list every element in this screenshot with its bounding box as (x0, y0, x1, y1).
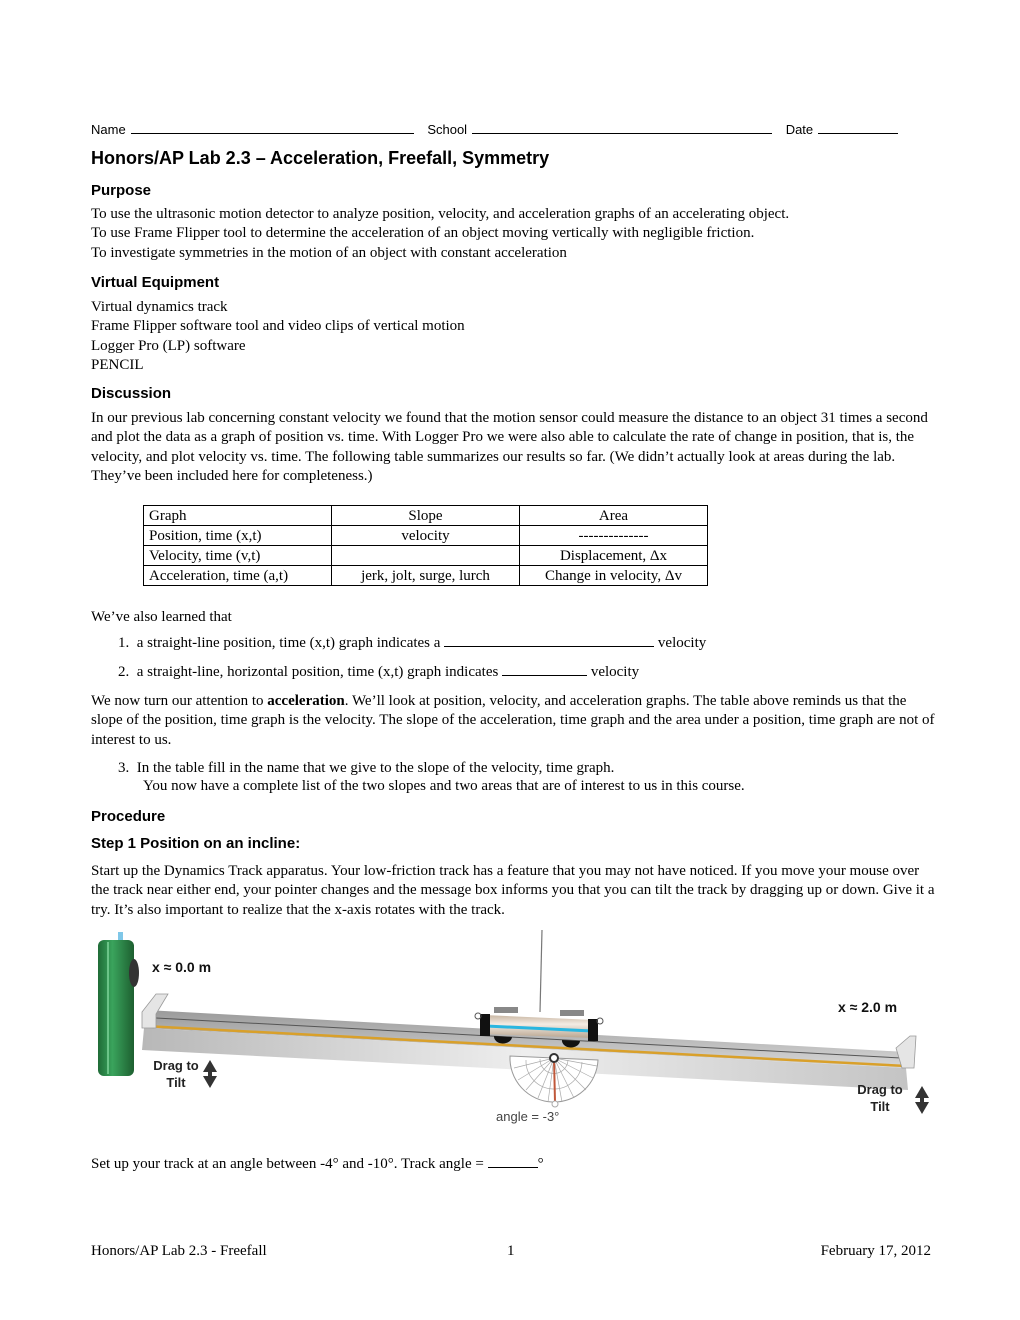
right-position-label: x ≈ 2.0 m (838, 999, 898, 1015)
table-header: Slope (332, 506, 520, 526)
procedure-heading: Procedure (91, 808, 166, 825)
track-angle-input[interactable] (488, 1155, 538, 1168)
learned-item-1: 1. a straight-line position, time (x,t) graph indicates a velocity (118, 635, 707, 651)
name-label: Name (91, 122, 126, 137)
student-info-line (91, 121, 898, 137)
date-field[interactable] (818, 121, 898, 134)
page-number: 1 (507, 1243, 515, 1259)
page-title: Honors/AP Lab 2.3 – Acceleration, Freefall, Symmetry (91, 148, 550, 168)
purpose-heading: Purpose (91, 182, 152, 199)
protractor-icon (510, 1054, 598, 1107)
purpose-line: To use the ultrasonic motion detector to analyze position, velocity, and acceleration graphs of an accelerating object. (91, 206, 790, 222)
table-row (144, 546, 708, 566)
table-cell: -------------- (520, 526, 708, 546)
table-cell: velocity (332, 526, 520, 546)
track-angle-line: Set up your track at an angle between -4° and -10°. Track angle = ° (91, 1156, 544, 1172)
equipment-item: PENCIL (91, 356, 144, 373)
equipment-list (91, 298, 936, 375)
table-cell-blank[interactable] (332, 546, 520, 566)
motion-sensor-icon[interactable] (98, 932, 139, 1076)
equipment-item: Logger Pro (LP) software (91, 337, 246, 354)
name-field[interactable] (131, 121, 414, 134)
acceleration-paragraph: We now turn our attention to acceleration. We’ll look at position, velocity, and acceleration graphs. The table above reminds us that the slope of the position, time graph is the velocity. The slope of the acceleration, time graph and the area under a position, time graph are not of interest to us. (91, 693, 935, 748)
table-cell: Displacement, Δx (520, 546, 708, 566)
answer-blank-1[interactable] (444, 634, 654, 647)
summary-table (143, 505, 708, 586)
table-cell: Acceleration, time (a,t) (144, 566, 332, 586)
table-row (144, 566, 708, 586)
table-cell: Position, time (x,t) (144, 526, 332, 546)
table-header-row (144, 506, 708, 526)
dynamics-track-figure (96, 928, 936, 1128)
school-field[interactable] (472, 121, 772, 134)
table-cell: jerk, jolt, surge, lurch (332, 566, 520, 586)
item-3: 3. In the table fill in the name that we give to the slope of the velocity, time graph. You now have a complete list of the two slopes and two areas that are of interest to us in this course. (118, 760, 745, 794)
learned-item-2: 2. a straight-line, horizontal position, time (x,t) graph indicates velocity (118, 664, 640, 680)
footer-title: Honors/AP Lab 2.3 - Freefall (91, 1243, 267, 1259)
purpose-text (91, 205, 936, 263)
angle-label: angle = -3° (496, 1109, 560, 1124)
date-label: Date (785, 122, 814, 137)
drag-tilt-left-label-2: Tilt (166, 1075, 186, 1090)
tilt-arrows-left-icon[interactable] (203, 1060, 217, 1088)
discussion-paragraph: In our previous lab concerning constant velocity we found that the motion sensor could measure the distance to an object 31 times a second and plot the data as a graph of position vs. time. With Logger Pro we were also able to calculate the rate of change in position, that is, the velocity, and plot velocity vs. time. The following table summarizes our results so far. (We didn’t actually look at areas during the lab. They’ve been included here for completeness.) (91, 410, 928, 484)
equipment-item: Virtual dynamics track (91, 299, 228, 315)
equipment-heading: Virtual Equipment (91, 274, 220, 291)
table-header: Graph (144, 506, 332, 526)
drag-tilt-left-label-1: Drag to (153, 1058, 199, 1073)
table-cell: Velocity, time (v,t) (144, 546, 332, 566)
table-header: Area (520, 506, 708, 526)
purpose-line: To investigate symmetries in the motion of an object with constant acceleration (91, 244, 567, 261)
discussion-heading: Discussion (91, 385, 172, 402)
purpose-line: To use Frame Flipper tool to determine the acceleration of an object moving vertically with negligible friction. (91, 225, 755, 242)
step1-paragraph: Start up the Dynamics Track apparatus. Your low-friction track has a feature that you may not have noticed. If you move your mouse over the track near either end, your pointer changes and the message box informs you that you can tilt the track by dragging up or down. Give it a try. It’s also important to realize that the x-axis rotates with the track. (91, 863, 935, 918)
acceleration-bold: acceleration (267, 693, 345, 709)
learned-intro: We’ve also learned that (91, 609, 232, 625)
school-label: School (427, 122, 468, 137)
table-row (144, 526, 708, 546)
step1-heading: Step 1 Position on an incline: (91, 835, 301, 852)
equipment-item: Frame Flipper software tool and video clips of vertical motion (91, 318, 465, 335)
footer-date: February 17, 2012 (820, 1243, 931, 1259)
drag-tilt-right-label-1: Drag to (857, 1082, 903, 1097)
tilt-arrows-right-icon[interactable] (915, 1086, 929, 1114)
drag-tilt-right-label-2: Tilt (870, 1099, 890, 1114)
answer-blank-2[interactable] (502, 663, 587, 676)
left-position-label: x ≈ 0.0 m (152, 959, 212, 975)
table-cell: Change in velocity, Δv (520, 566, 708, 586)
